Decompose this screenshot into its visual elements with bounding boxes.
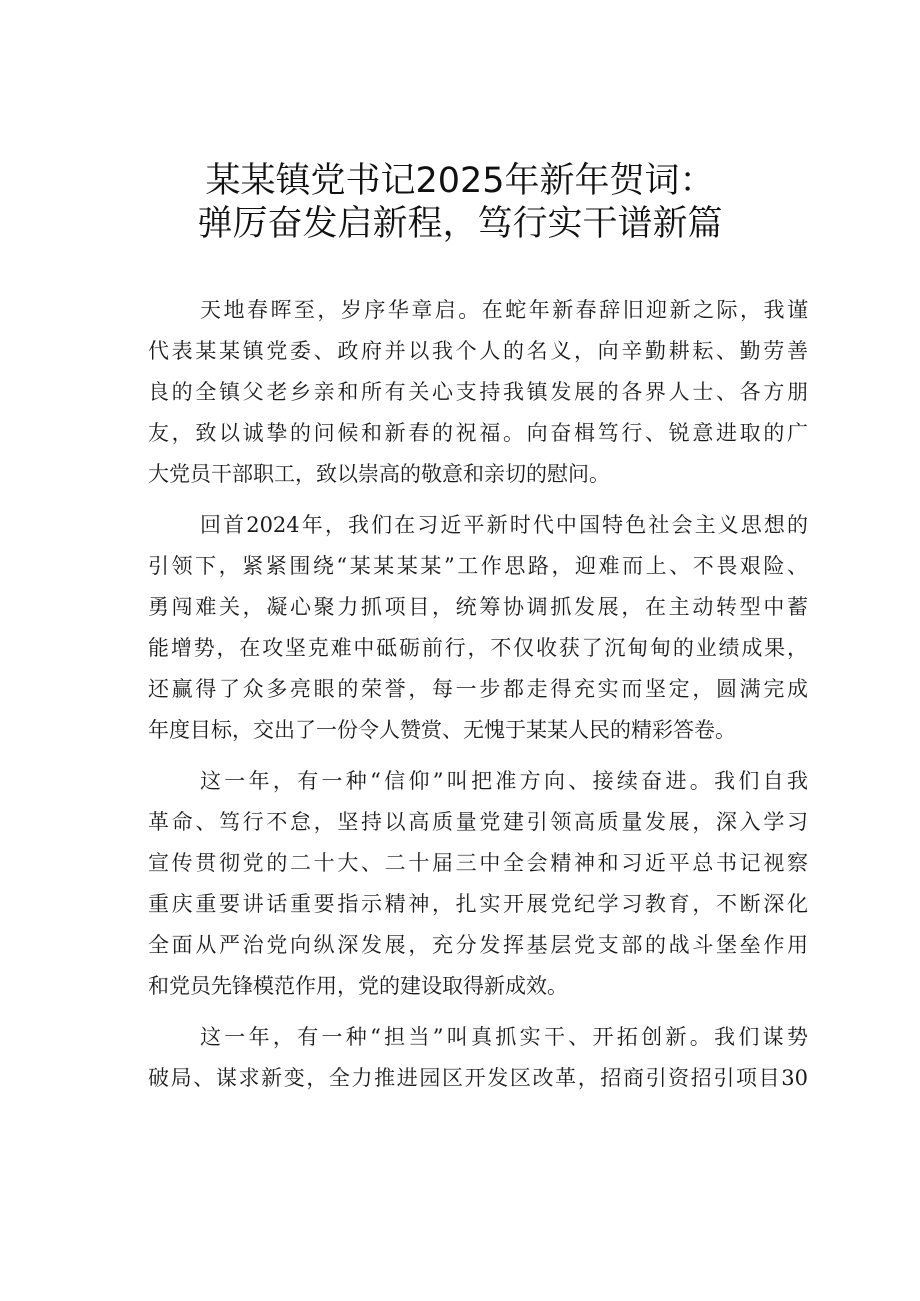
body-line: 友，致以诚挚的问候和新春的祝福。向奋楫笃行、锐意进取的广: [148, 421, 808, 445]
body-line: 革命、笃行不怠，坚持以高质量党建引领高质量发展，深入学习: [148, 810, 808, 834]
body-line: 良的全镇父老乡亲和所有关心支持我镇发展的各界人士、各方朋: [148, 380, 808, 404]
body-line: 宣传贯彻党的二十大、二十届三中全会精神和习近平总书记视察: [148, 851, 808, 875]
body-line: 勇闯难关，凝心聚力抓项目，统筹协调抓发展，在主动转型中蓄: [148, 595, 808, 619]
body-line: 还赢得了众多亮眼的荣誉，每一步都走得充实而坚定，圆满完成: [148, 677, 808, 701]
body-line: 和党员先锋模范作用，党的建设取得新成效。: [148, 974, 568, 998]
body-line: 代表某某镇党委、政府并以我个人的名义，向辛勤耕耘、勤劳善: [148, 339, 808, 363]
body-line: 重庆重要讲话重要指示精神，扎实开展党纪学习教育，不断深化: [148, 892, 808, 916]
body-line: 能增势，在攻坚克难中砥砺前行，不仅收获了沉甸甸的业绩成果，: [148, 636, 808, 660]
document-title-line-2: 弹厉奋发启新程，笃行实干谱新篇: [197, 204, 723, 244]
body-line: 年度目标，交出了一份令人赞赏、无愧于某某人民的精彩答卷。: [148, 718, 736, 742]
body-line: 这一年，有一种“信仰”叫把准方向、接续奋进。我们自我: [200, 769, 808, 793]
body-line: 回首2024年，我们在习近平新时代中国特色社会主义思想的: [200, 513, 808, 537]
body-line: 破局、谋求新变，全力推进园区开发区改革，招商引资招引项目30: [148, 1066, 808, 1090]
body-line: 引领下，紧紧围绕“某某某某”工作思路，迎难而上、不畏艰险、: [148, 554, 808, 578]
body-line: 天地春晖至，岁序华章启。在蛇年新春辞旧迎新之际，我谨: [200, 298, 808, 322]
body-line: 全面从严治党向纵深发展，充分发挥基层党支部的战斗堡垒作用: [148, 933, 808, 957]
body-line: 这一年，有一种“担当”叫真抓实干、开拓创新。我们谋势: [200, 1025, 808, 1049]
body-line: 大党员干部职工，致以崇高的敬意和亲切的慰问。: [148, 462, 610, 486]
document-title-line-1: 某某镇党书记2025年新年贺词：: [205, 161, 715, 201]
